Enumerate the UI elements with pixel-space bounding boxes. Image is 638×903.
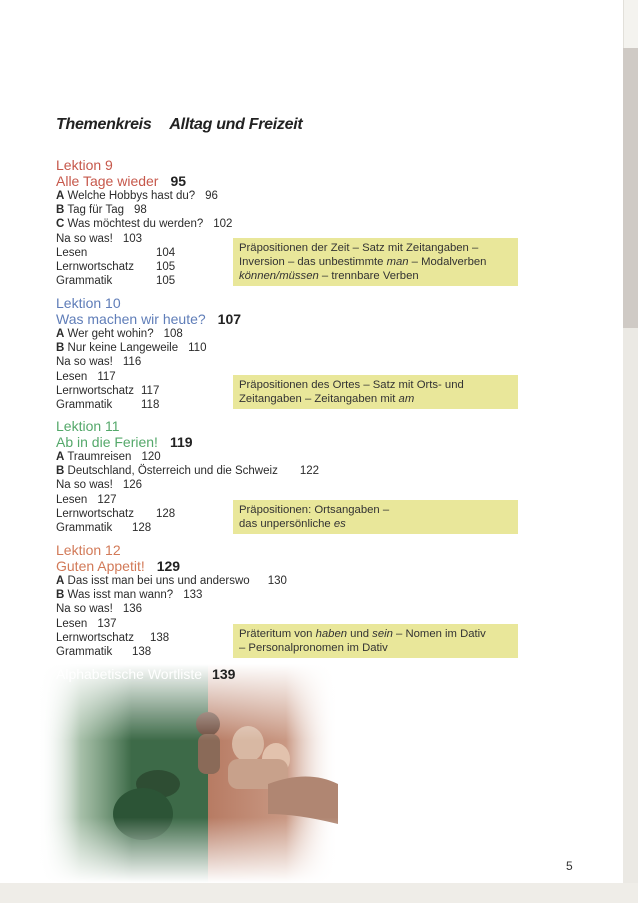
word-list-page: 139	[212, 666, 236, 682]
lesson-title: Ab in die Ferien!	[56, 434, 158, 450]
lesson-title-row	[56, 434, 616, 450]
lesson-title-row	[56, 311, 616, 327]
lesson-number: Lektion 9	[56, 157, 113, 173]
theme-title: Alltag und Freizeit	[169, 116, 303, 133]
theme-label: Themenkreis	[56, 116, 152, 133]
grammar-box: Präteritum von haben und sein – Nomen im Dativ – Personalpronomen im Dativ	[233, 624, 518, 658]
list-item: C Was möchtest du werden? 102	[56, 218, 233, 231]
page-number: 5	[566, 859, 573, 873]
lesson-title-row	[56, 173, 616, 189]
lesson-number: Lektion 10	[56, 295, 121, 311]
lesson-page: 107	[217, 311, 242, 327]
lesson-page: 95	[170, 173, 187, 189]
page-edge-tab	[623, 48, 638, 328]
list-item: Na so was! 103	[56, 232, 143, 245]
list-item: B Deutschland, Österreich und die Schweiz 122	[56, 465, 320, 478]
list-item: B Was isst man wann? 133	[56, 589, 203, 602]
lesson-number: Lektion 11	[56, 418, 120, 434]
grammar-box: Präpositionen: Ortsangaben – das unpersönliche es	[233, 500, 518, 534]
list-item: Lesen 137	[56, 617, 117, 630]
list-item: Lesen 127	[56, 493, 117, 506]
list-item: A Welche Hobbys hast du? 96	[56, 190, 218, 202]
list-item: Grammatik 128	[56, 522, 152, 535]
lesson-title: Was machen wir heute?	[56, 311, 206, 327]
page-edge-strip	[623, 328, 638, 903]
lesson-page: 129	[156, 558, 181, 574]
list-item: A Wer geht wohin? 108	[56, 328, 183, 340]
list-item: A Traumreisen 120	[56, 451, 161, 463]
list-item: Lesen 117	[56, 370, 116, 383]
list-item: Na so was! 116	[56, 356, 142, 369]
hikers-photo	[38, 664, 338, 883]
list-item: Lesen 104	[56, 246, 176, 259]
list-item: B Nur keine Langeweile 110	[56, 342, 207, 355]
list-item: Grammatik 105	[56, 275, 176, 288]
lesson-title: Guten Appetit!	[56, 558, 145, 574]
word-list-entry	[56, 666, 235, 682]
lesson-title: Alle Tage wieder	[56, 173, 159, 189]
list-item: B Tag für Tag 98	[56, 204, 147, 217]
lesson-number: Lektion 12	[56, 542, 121, 558]
theme-heading	[56, 116, 302, 134]
list-item: Lernwortschatz 117	[56, 384, 160, 397]
list-item: Lernwortschatz 128	[56, 507, 176, 520]
list-item: Na so was! 126	[56, 479, 143, 492]
list-item: Lernwortschatz 105	[56, 261, 176, 274]
list-item: Na so was! 136	[56, 603, 143, 616]
lesson-title-row	[56, 558, 616, 574]
list-item: Grammatik 138	[56, 646, 152, 659]
word-list-label: Alphabetische Wortliste	[56, 666, 203, 682]
lesson-page: 119	[169, 434, 193, 450]
page-bottom-strip	[0, 883, 638, 903]
grammar-box: Präpositionen der Zeit – Satz mit Zeitangaben – Inversion – das unbestimmte man – Modalverben können/müssen – trennbare Verben	[233, 238, 518, 286]
grammar-box: Präpositionen des Ortes – Satz mit Orts- und Zeitangaben – Zeitangaben mit am	[233, 375, 518, 409]
list-item: Grammatik 118	[56, 399, 160, 412]
list-item: Lernwortschatz 138	[56, 631, 170, 644]
list-item: A Das isst man bei uns und anderswo 130	[56, 575, 287, 587]
